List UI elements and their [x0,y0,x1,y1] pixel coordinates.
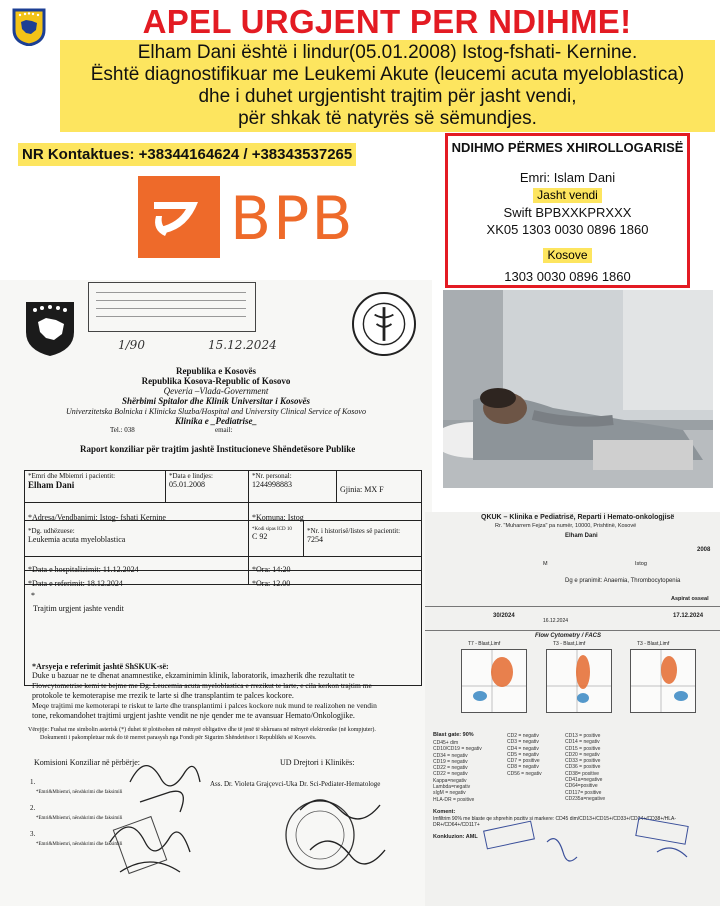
director-name: Ass. Dr. Violeta Grajçevci-Uka Dr. Sci-Pediater-Hematologe [210,780,381,788]
lab-patient-sex: M [543,561,548,567]
gender-field: Gjinia: MX F [340,485,384,494]
commission-label: Komisioni Konziliar në përbërje: [34,758,140,767]
lab-method: Flow Cytometry / FACS [535,633,602,639]
comment-label: Koment: [433,809,456,815]
lab-diagnosis: Dg e pranimit: Anaemia, Thrombocytopenia [565,578,681,584]
commission-signatures [100,742,220,882]
doc-header-line: Shërbimi Spitalor dhe Klinik Universitar i Kosovës [121,396,311,406]
local-account: 1303 0030 0896 1860 [504,269,631,284]
treatment-value: Trajtim urgjent jashte vendit [33,604,124,613]
doc-header-line: Klinika e _Pediatrise_ [175,416,257,426]
marker-list: CD2 = negativ CD3 = negativ CD4 = negativ CD5 = negativ CD7 = positive CD8 = negativ CD56 = negativ [507,733,542,777]
address-field: *Adresa/Vendbanimi: Istog- fshati Kernine [28,513,166,522]
cytometry-plot: T7 - Blast,Limf [461,649,527,713]
lab-patient-year: 2008 [697,547,711,553]
member-signature-label: *Emri&Mbiemri, nënshkrimi dhe faksimili [36,790,123,795]
kosovo-label: Kosove [543,248,591,263]
intro-line: për shkak të natyrës së sëmundjes. [238,108,537,129]
justification-title: *Arsyeja e referimit jashtë ShSKUK-së: [32,662,169,671]
justification-line: Flowcytometrise kemi te bejme me Dg: Leucemia acuta myeloblastica e rrezikut te larte, e cila kerkon trajtim me [32,681,372,690]
abroad-label: Jasht vendi [533,188,602,203]
note-line: Dokumenti i pakompletuar nuk do të merret parasysh nga Fondi për Sigurim Shëndetësor i Republikës së Kosovës. [40,735,317,741]
page-title: APEL URGJENT PER NDIHME! [142,3,632,40]
municipality-field: *Komuna: Istog [252,513,304,522]
lab-date-received: 16.12.2024 [543,618,569,624]
lab-conclusion: Konkluzion: AML [433,834,478,840]
lab-address: Rr. "Muharrem Fejza" pa numër, 10000, Prishtinë, Kosovë [495,523,637,529]
icd-code: C 92 [252,532,268,541]
patient-photo [443,290,713,488]
lab-header: QKUK – Klinika e Pediatrisë, Reparti i Hemato-onkologjisë [481,514,675,521]
bank-logo-text: BPB [230,184,355,254]
justification-line: Duke u bazuar ne te dhenat anamnestike, ekzaminimin klinik, laboratorik, imazherik dhe rezultatit te [32,671,355,680]
hospital-caduceus-icon [352,292,416,356]
intro-line: Është diagnostifikuar me Leukemi Akute (leucemi acuta myeloblastica) [90,64,685,85]
note-line: Vërejtje: Fushat me simbolin asterisk (*) duhet të plotësohen në mënyrë obligative dhe të jenë të shkruara në mënyrë elektronike (në kompjuter). [28,727,376,733]
bank-account-box [445,133,690,288]
lab-exam-no: 30/2024 [493,613,515,619]
cytometry-plot: T3 - Blast,Limf [546,649,612,713]
account-holder: Emri: Islam Dani [519,170,616,185]
iban: XK05 1303 0030 0896 1860 [486,222,649,237]
lab-sample: Aspirat osseal [671,596,709,602]
report-title: Raport konziliar për trajtim jashtë Institucioneve Shëndetësore Publike [80,444,356,454]
stamp-number: 1/90 [118,338,145,352]
cytometry-plot: T3 - Blast,Limf [630,649,696,713]
doc-email: email: [215,426,233,434]
leaf-icon [138,176,220,258]
justification-line: Meqe trajtimi me kemoterapi te riskut te larte dhe transplantimi i palces kockore nuk mund te realizohen ne vendin [32,701,377,710]
lab-stamps [477,812,717,892]
lab-patient-place: Istog [635,561,647,567]
justification-line: protokole te kemoterapise me rrezik te larte si dhe transplantim te palces kockore. [32,691,294,700]
director-signature-stamp [260,780,400,890]
member-signature-label: *Emri&Mbiemri, nënshkrimi dhe faksimili [36,842,123,847]
registration-stamp [88,282,256,332]
medical-report-document: 1/90 15.12.2024 Republika e Kosovës Republika Kosova-Republic of Kosovo Qeveria –Vlada-Government Shërbimi Spitalor dhe Klinik Universitar i Kosovës Univerzitetska Bolnicka i Klinicka Sluzba/Hospital and University Clinical Service of Kosovo Klinika e _Pediatrise_ Tel.: 038 email: Raport konziliar për trajtim jashtë Institucioneve Shëndetësore Publike *Emri dhe Mbiemri i pacientit: Elham Dani *Data e lindjes: 05.01.2008 *Nr. personal: 1244998883 Gjinia: MX F *Adresa/Vendbanimi: Istog- fshati Kernine *Komuna: Istog *Dg. udhëzuese: Leukemia acuta myeloblastica *Kodi sipas ICD 10 C 92 *Nr. i historisë/listes së pacientit: 7254 *Data e hospitalizimit: 11.12.2024 *Ora: 14:20 *Data e referimit: 18.12.2024 *Ora: 12.00 * Trajtim urgjent jashte vendit *Arsyeja e referimit jashtë ShSKUK-së: Duke u bazuar ne te dhenat anamnestike, ekzaminimin klinik, laboratorik, imazherik dhe rezultatit te Flowcytometrise kemi te bejme me Dg: Leucemia acuta myeloblastica e rrezikut te larte, e cila kerkon trajtim me protokole te kemoterapise me rrezik te larte si dhe transplantim te palces kockore. Meqe trajtimi me kemoterapi te riskut te larte dhe transplantimi i palces kockore nuk mund te realizohen ne vendin tone, rekomandohet trajtimi urgjent jashte vendit ne nje qender me te avansuar Hemato/Onkologjike. Vërejtje: Fushat me simbolin asterisk (*) duhet të plotësohen në mënyrë obligative dhe të jenë të shkruara në mënyrë elektronike (në kompjuter). Dokumenti i pakompletuar nuk do të merret parasysh nga Fondi për Sigurim Shëndetësor i Republikës së Kosovës. Komisioni Konziliar në përbërje: UD Drejtori i Klinikës: Ass. Dr. Violeta Grajçevci-Uka Dr. Sci-Pediater-Hematologe 1. *Emri&Mbiemri, nënshkrimi dhe faksimili 2. *Emri&Mbiemri, nënshkrimi dhe faksimili 3. *Emri&Mbiemri, nënshkrimi dhe faksimili [0,280,432,906]
gate-title: Blast gate: 90% [433,732,474,738]
intro-line: dhe i duhet urgjentisht trajtim për jasht vendi, [198,86,577,107]
stamp-date: 15.12.2024 [208,338,277,352]
contact-numbers: NR Kontaktues: +38344164624 / +38343537265 [18,143,356,166]
patient-form: *Emri dhe Mbiemri i pacientit: Elham Dani *Data e lindjes: 05.01.2008 *Nr. personal: 1244998883 Gjinia: MX F *Adresa/Vendbanimi: Istog- fshati Kernine *Komuna: Istog *Dg. udhëzuese: Leukemia acuta myeloblastica *Kodi sipas ICD 10 C 92 *Nr. i historisë/listes së pacientit: 7254 *Data e hospitalizimit: 11.12.2024 *Ora: 14:20 *Data e referimit: 18.12.2024 *Ora: 12.00 * Trajtim urgjent jashte vendit [24,470,422,686]
marker-list: CD13 = positive CD14 = negativ CD15 = positive CD20 = negativ CD33 = positive CD36 = positive CD38= positive CD41a=negative CD64=positive CD117= positive CD235a=negative [565,733,606,802]
kosovo-emblem-icon [24,298,76,358]
swift-code: Swift BPBXXKPRXXX [503,205,632,220]
referral-time: *Ora: 12.00 [252,579,291,588]
flow-cytometry-report [425,512,720,906]
kosovo-emblem-icon [12,8,46,46]
patient-dob: 05.01.2008 [169,480,205,489]
hospitalization-time: *Ora: 14:20 [252,565,291,574]
marker-list: CD45+ dim CD10/CD19 = negativ CD34 = negativ CD19 = negativ CD22 = negativ CD22 = negativ Kappa=negativ Lambda=negativ sIgM = negativ HLA-DR = positive [433,740,482,803]
doc-header-line: Republika e Kosovës [175,366,256,376]
bank-box-heading: NDIHMO PËRMES XHIROLLOGARISË [451,140,684,155]
doc-header-line: Republika Kosova-Republic of Kosovo [141,376,291,386]
doc-tel: Tel.: 038 [110,426,135,434]
diagnosis-value: Leukemia acuta myeloblastica [28,535,126,544]
hospitalization-date: *Data e hospitalizimit: 11.12.2024 [28,565,139,574]
member-signature-label: *Emri&Mbiemri, nënshkrimi dhe faksimili [36,816,123,821]
referral-date: *Data e referimit: 18.12.2024 [28,579,123,588]
lab-comment: Imfiltrim 90% me blaste qe shprehin pozitiv si markere: CD45 dim/CD13+/CD15+/CD33+/CD34+/CD38+/HLA-DR+/CD64+/CD117+ [433,816,677,828]
patient-name: Elham Dani [28,480,75,490]
director-label: UD Drejtori i Klinikës: [280,758,355,767]
intro-box [60,40,715,132]
hospital-bed-photo [443,290,713,488]
intro-line: Elham Dani është i lindur(05.01.2008) Istog-fshati- Kernine. [137,42,638,63]
bank-logo-mark [138,176,220,258]
history-number: 7254 [307,535,323,544]
justification-line: tone, rekomandohet trajtimi urgjent jashte vendit ne nje qender me te avansuar Hemato/Onkologjike. [32,711,355,720]
doc-header-line: Univerzitetska Bolnicka i Klinicka Sluzba/Hospital and University Clinical Service of Kosovo [66,407,366,416]
lab-patient-name: Elham Dani [565,533,598,539]
doc-header-line: Qeveria –Vlada-Government [163,386,269,396]
patient-personal-no: 1244998883 [252,480,292,489]
lab-date-finished: 17.12.2024 [673,613,704,619]
